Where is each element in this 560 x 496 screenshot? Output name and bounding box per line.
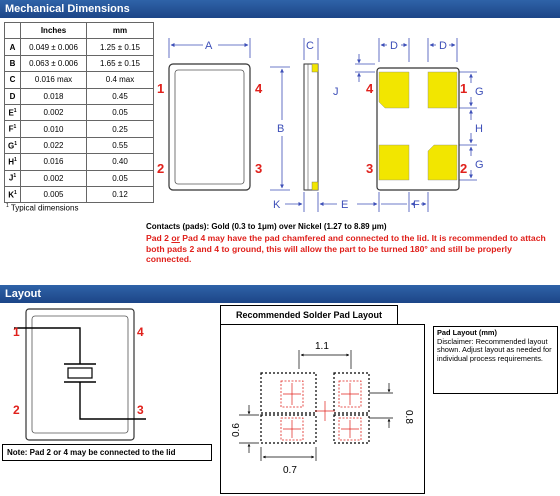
- row-label-sup: 1: [13, 173, 17, 180]
- pin-label-4-bottom-view: 4: [366, 81, 374, 96]
- row-label-letter: A: [9, 42, 16, 52]
- pad-4-chamfered: [379, 72, 409, 108]
- layout-pin-1: 1: [13, 325, 20, 339]
- notice-part-2: Pad 4 may have the pad chamfered and connected to the lid. It is recommended to attach both pads 2 and 4 to ground, this will allow the part to be turned 180° and still be properly connected.: [146, 233, 546, 264]
- solder-pad-outline-1: [261, 373, 316, 413]
- table-row: [5, 137, 154, 153]
- row-label: [5, 121, 21, 137]
- pin-label-1-bottom-view: 1: [460, 81, 468, 96]
- footnote: [6, 203, 78, 213]
- label-d-right: D: [439, 40, 447, 52]
- row-inches: 0.018: [21, 88, 87, 104]
- label-d-left: D: [390, 40, 398, 52]
- table-header-inches: Inches: [21, 23, 87, 39]
- row-inches: 0.016 max: [21, 72, 87, 88]
- row-label: [5, 170, 21, 186]
- pin-label-4-top-view: 4: [255, 81, 263, 96]
- label-f: F: [413, 199, 420, 211]
- row-label: [5, 137, 21, 153]
- row-inches: 0.002: [21, 170, 87, 186]
- row-label: [5, 39, 21, 55]
- row-mm: 0.40: [87, 154, 154, 170]
- row-inches: 0.005: [21, 186, 87, 202]
- row-label-sup: 1: [13, 107, 17, 114]
- row-label-letter: E: [8, 108, 14, 118]
- table-header-mm: mm: [87, 23, 154, 39]
- row-mm: 0.45: [87, 88, 154, 104]
- pin-label-1-top-view: 1: [157, 81, 165, 96]
- pad-2-chamfered: [428, 145, 457, 180]
- table-row: [5, 121, 154, 137]
- label-j: J: [333, 86, 339, 98]
- label-a: A: [205, 40, 213, 52]
- row-label-sup: 1: [14, 189, 17, 196]
- table-row: [5, 170, 154, 186]
- row-mm: 0.05: [87, 104, 154, 120]
- notice-part-1: Pad 2: [146, 233, 172, 243]
- table-row: [5, 104, 154, 120]
- row-inches: 0.049 ± 0.006: [21, 39, 87, 55]
- layout-header: [0, 285, 560, 303]
- label-g-bottom: G: [475, 159, 484, 171]
- row-label-letter: G: [7, 141, 15, 151]
- label-h: H: [475, 123, 483, 135]
- notice-or: or: [171, 233, 180, 243]
- footnote-mark: 1: [6, 203, 9, 209]
- row-label: [5, 55, 21, 71]
- row-inches: 0.022: [21, 137, 87, 153]
- pin1-trace: [14, 328, 80, 364]
- package-lid-outline: [175, 70, 244, 184]
- row-label-sup: 1: [13, 124, 17, 131]
- row-label-letter: C: [9, 75, 16, 85]
- row-label: [5, 104, 21, 120]
- section-title: Mechanical Dimensions: [5, 3, 130, 15]
- row-label-sup: 1: [14, 156, 17, 163]
- label-b: B: [277, 123, 285, 135]
- layout-note: Note: Pad 2 or 4 may be connected to the lid: [2, 444, 212, 461]
- crystal-symbol: [68, 368, 92, 378]
- table-row: [5, 154, 154, 170]
- row-inches: 0.063 ± 0.006: [21, 55, 87, 71]
- pad-1: [428, 72, 457, 108]
- table-row: [5, 72, 154, 88]
- table-row: [5, 39, 154, 55]
- layout-pin-4: 4: [137, 325, 144, 339]
- row-mm: 1.25 ± 0.15: [87, 39, 154, 55]
- footnote-text: Typical dimensions: [10, 203, 79, 213]
- row-label-letter: K: [8, 190, 14, 200]
- dimensions-table: [4, 22, 154, 203]
- row-inches: 0.010: [21, 121, 87, 137]
- pin-label-2-bottom-view: 2: [460, 161, 468, 176]
- solder-pad-drawing: [221, 325, 424, 493]
- section-title: Layout: [5, 288, 42, 300]
- table-row: [5, 186, 154, 202]
- pad-3: [379, 145, 409, 180]
- table-header-row: [5, 23, 154, 39]
- label-k: K: [273, 199, 281, 211]
- pad-layout-info: [433, 326, 558, 394]
- row-mm: 0.05: [87, 170, 154, 186]
- row-label: [5, 88, 21, 104]
- layout-pin-3: 3: [137, 403, 144, 417]
- label-g-top: G: [475, 86, 484, 98]
- row-label-letter: F: [8, 124, 14, 134]
- dim-label-0-8: 0.8: [403, 410, 414, 424]
- package-side-view: [304, 64, 318, 190]
- dim-label-1-1: 1.1: [315, 341, 329, 352]
- package-top-view: [169, 64, 250, 190]
- layout-pin-2: 2: [13, 403, 20, 417]
- solder-pad-title: Recommended Solder Pad Layout: [220, 305, 398, 325]
- row-label-letter: J: [8, 174, 14, 184]
- pin-label-3-top-view: 3: [255, 161, 263, 176]
- row-label-letter: D: [9, 91, 16, 101]
- row-inches: 0.016: [21, 154, 87, 170]
- mechanical-dimensions-header: [0, 0, 560, 18]
- dim-label-0-7: 0.7: [283, 465, 297, 476]
- label-c: C: [306, 40, 314, 52]
- row-inches: 0.002: [21, 104, 87, 120]
- row-mm: 0.25: [87, 121, 154, 137]
- row-mm: 1.65 ± 0.15: [87, 55, 154, 71]
- pin-label-3-bottom-view: 3: [366, 161, 374, 176]
- pad-notice: [146, 233, 554, 265]
- layout-schematic: [0, 306, 160, 442]
- row-mm: 0.55: [87, 137, 154, 153]
- table-row: [5, 88, 154, 104]
- table-row: [5, 55, 154, 71]
- pad-layout-title: Pad Layout (mm): [437, 328, 497, 337]
- table-header-blank: [5, 23, 21, 39]
- row-label-sup: 1: [14, 140, 17, 147]
- row-mm: 0.4 max: [87, 72, 154, 88]
- row-label: [5, 186, 21, 202]
- side-pad-bottom: [312, 182, 318, 190]
- row-label: [5, 72, 21, 88]
- row-label-letter: H: [8, 157, 14, 167]
- row-label: [5, 154, 21, 170]
- dim-label-0-6: 0.6: [231, 423, 242, 437]
- row-mm: 0.12: [87, 186, 154, 202]
- row-label-letter: B: [9, 58, 16, 68]
- mechanical-drawing: [155, 20, 560, 220]
- label-e: E: [341, 199, 349, 211]
- contacts-text: Contacts (pads): Gold (0.3 to 1μm) over Nickel (1.27 to 8.89 μm): [146, 222, 387, 231]
- side-pad-top: [312, 64, 318, 72]
- pad-layout-disclaimer: Disclaimer: Recommended layout shown. Adjust layout as needed for individual process requirements.: [437, 336, 552, 363]
- pin-label-2-top-view: 2: [157, 161, 165, 176]
